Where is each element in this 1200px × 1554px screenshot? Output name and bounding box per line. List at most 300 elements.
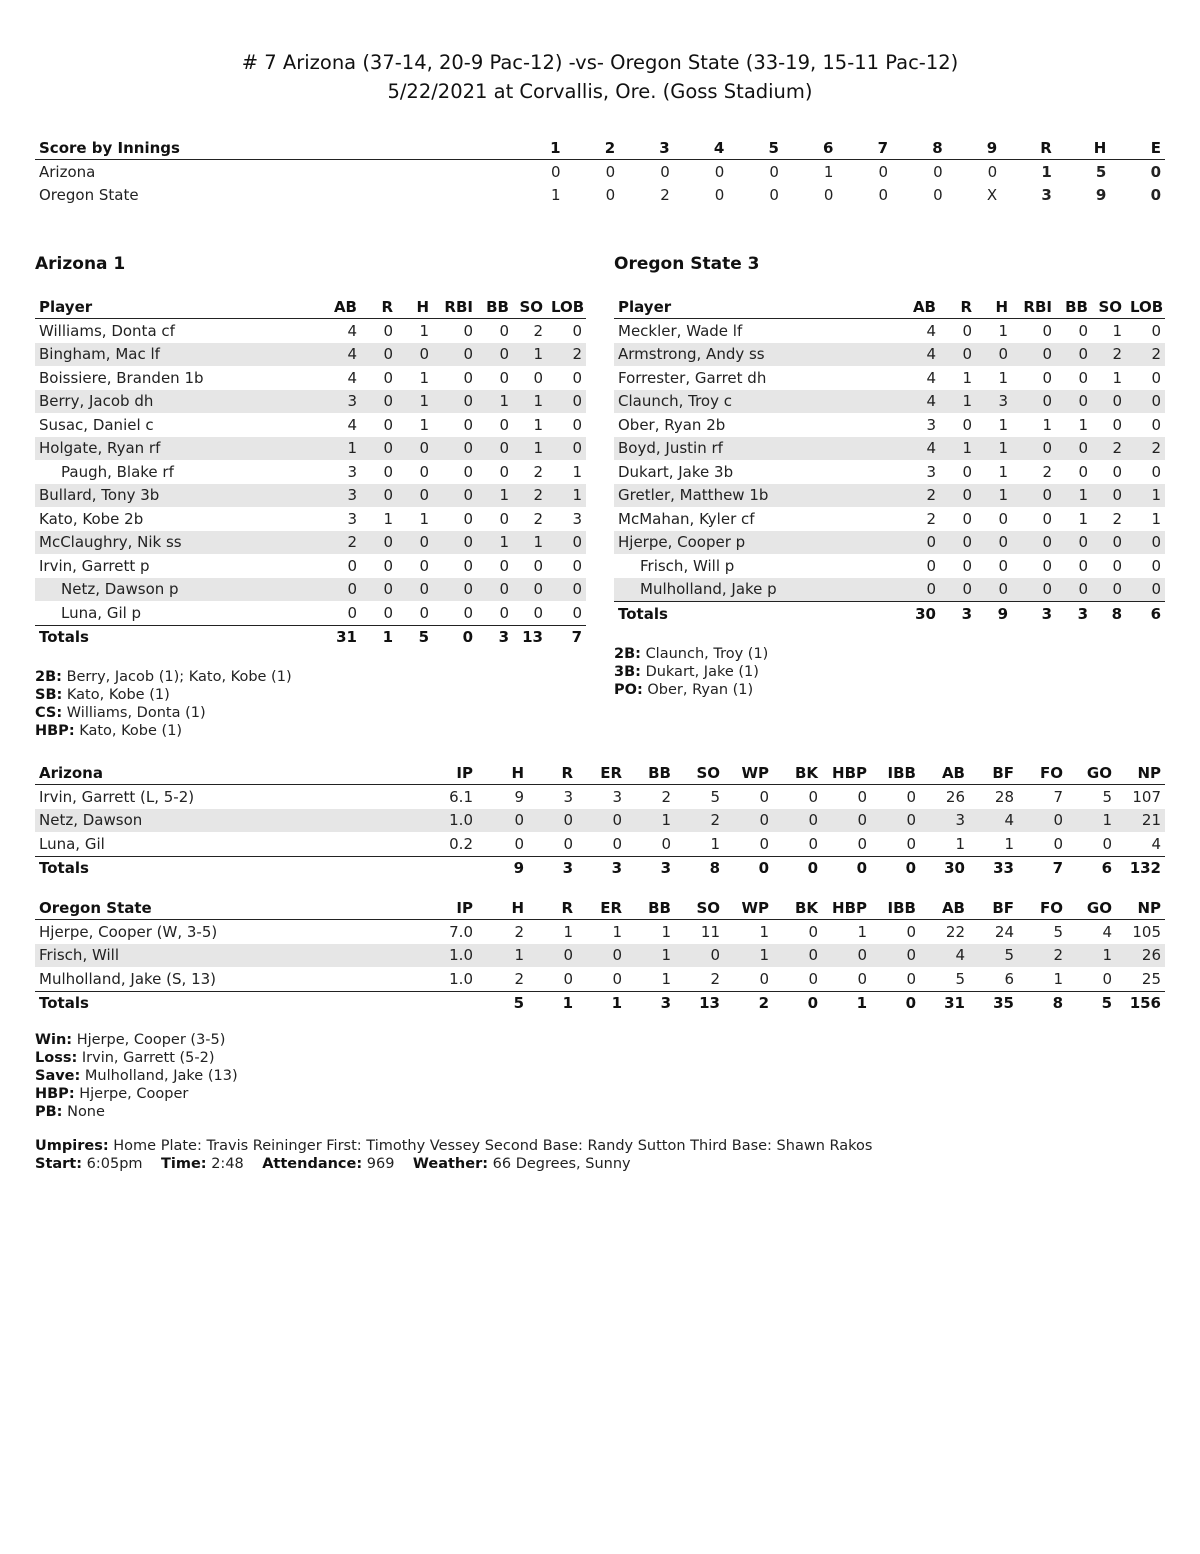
- note-line: [35, 722, 292, 740]
- stat-cell: 0: [1056, 531, 1092, 555]
- table-row: [35, 484, 586, 508]
- inning-score: 2: [660, 186, 670, 205]
- stat-cell: 105: [1132, 922, 1161, 941]
- stat-cell: 1: [976, 437, 1012, 461]
- inning-score: 0: [714, 186, 725, 205]
- stat-cell: 0: [724, 856, 773, 880]
- stat-cell: 1: [661, 969, 671, 988]
- stat-cell: 2: [1126, 437, 1165, 461]
- stat-cell: 0: [397, 437, 433, 461]
- stat-cell: 0: [383, 321, 393, 340]
- stat-cell: 3: [626, 991, 675, 1015]
- stat-cell: 0: [962, 462, 972, 481]
- totals-label: Totals: [35, 625, 327, 649]
- stat-cell: 0: [612, 834, 622, 853]
- stat-cell: 1: [513, 390, 547, 414]
- player-name: Boissiere, Branden 1b: [39, 368, 204, 387]
- stat-cell: 7: [1018, 856, 1067, 880]
- column-header: RBI: [433, 296, 477, 319]
- batting-header: [614, 296, 1165, 319]
- stat-cell: 8: [1018, 991, 1067, 1015]
- stat-cell: 0: [1056, 578, 1092, 602]
- stat-cell: 4: [347, 415, 357, 434]
- stat-cell: 31: [920, 991, 969, 1015]
- stat-cell: 0: [1012, 484, 1056, 508]
- note-line: [35, 1031, 238, 1049]
- table-row: [614, 484, 1165, 508]
- inning-score: 0: [823, 186, 834, 205]
- inning-score: 1: [823, 162, 834, 181]
- stat-cell: 0: [463, 462, 473, 481]
- column-header: IBB: [871, 897, 920, 920]
- stat-cell: 0: [871, 809, 920, 833]
- stat-cell: 0: [1042, 368, 1052, 387]
- stat-cell: 0: [1102, 969, 1112, 988]
- stat-cell: 1: [1112, 368, 1122, 387]
- stat-cell: 5: [955, 969, 965, 988]
- stat-cell: 0: [1042, 556, 1052, 575]
- stat-cell: 1: [661, 922, 671, 941]
- stat-cell: 0: [1012, 343, 1056, 367]
- column-header: NP: [1116, 762, 1165, 785]
- stat-cell: 0: [940, 531, 976, 555]
- stat-cell: 1: [477, 944, 528, 968]
- stat-cell: 1: [528, 991, 577, 1015]
- stat-cell: 107: [1132, 787, 1161, 806]
- stat-cell: 0: [1078, 556, 1088, 575]
- stat-cell: 11: [700, 922, 720, 941]
- note-label: CS:: [35, 705, 63, 721]
- stat-cell: 1: [1056, 484, 1092, 508]
- stat-cell: 0: [1056, 343, 1092, 367]
- stat-cell: 0: [773, 944, 822, 968]
- stat-cell: 0: [533, 603, 543, 622]
- note-label: Loss:: [35, 1050, 78, 1066]
- inning-header: 9: [947, 137, 1002, 160]
- player-name: Bullard, Tony 3b: [35, 484, 327, 508]
- stat-cell: 0: [1151, 321, 1161, 340]
- column-header: LOB: [1126, 296, 1165, 319]
- stat-cell: 4: [926, 368, 936, 387]
- stat-cell: 0: [572, 321, 582, 340]
- column-header: GO: [1067, 897, 1116, 920]
- column-header: FO: [1018, 762, 1067, 785]
- stat-cell: 0: [433, 437, 477, 461]
- stat-cell: 3: [577, 856, 626, 880]
- stat-cell: 3: [327, 390, 361, 414]
- stat-cell: 1: [1151, 509, 1161, 528]
- stat-cell: 0: [661, 834, 671, 853]
- stat-cell: 6: [1067, 856, 1116, 880]
- note-line: [35, 1067, 238, 1085]
- column-header: SO: [675, 762, 724, 785]
- player-name: Armstrong, Andy ss: [614, 343, 906, 367]
- team-name: Oregon State: [39, 186, 139, 205]
- stat-cell: 1: [547, 484, 586, 508]
- player-name: Bingham, Mac lf: [35, 343, 327, 367]
- stat-cell: 3: [1012, 602, 1056, 626]
- stat-cell: 0: [463, 509, 473, 528]
- stat-cell: 0: [759, 969, 769, 988]
- player-name: Susac, Daniel c: [39, 415, 154, 434]
- stat-cell: 2: [724, 991, 773, 1015]
- stat-cell: 0: [773, 991, 822, 1015]
- inning-header: 5: [728, 137, 783, 160]
- column-header: R: [940, 296, 976, 319]
- stat-cell: 1: [419, 368, 429, 387]
- arizona-batting-notes: [35, 668, 292, 740]
- team-name: Arizona: [39, 162, 96, 181]
- player-name: McMahan, Kyler cf: [618, 509, 755, 528]
- stat-cell: 1: [822, 991, 871, 1015]
- column-header: WP: [724, 762, 773, 785]
- stat-cell: 0: [871, 856, 920, 880]
- stat-cell: 0: [976, 578, 1012, 602]
- stat-cell: 1: [998, 368, 1008, 387]
- table-row: [35, 343, 586, 367]
- start-time-line: Start: 6:05pm Time: 2:48 Attendance: 969 Weather: 66 Degrees, Sunny: [35, 1156, 631, 1172]
- stat-cell: 3: [572, 509, 582, 528]
- table-row: [35, 413, 586, 437]
- stat-cell: 0: [419, 462, 429, 481]
- stat-cell: 0: [477, 578, 513, 602]
- table-row: [35, 437, 586, 461]
- stat-cell: 2: [514, 969, 524, 988]
- column-header: AB: [920, 897, 969, 920]
- stat-cell: 1: [998, 321, 1008, 340]
- stat-cell: 0: [1102, 834, 1112, 853]
- stat-cell: 1: [976, 484, 1012, 508]
- arizona-batting-table: [35, 296, 586, 649]
- stat-cell: 5: [477, 991, 528, 1015]
- stat-cell: 1: [397, 390, 433, 414]
- note-label: PO:: [614, 682, 643, 698]
- player-name: Berry, Jacob dh: [35, 390, 327, 414]
- stat-cell: 0: [572, 368, 582, 387]
- totals-label: Totals: [35, 856, 385, 880]
- table-row: [35, 460, 586, 484]
- stat-cell: 0: [808, 969, 818, 988]
- stat-cell: 2: [533, 462, 543, 481]
- stat-cell: 3: [327, 484, 361, 508]
- column-header: SO: [675, 897, 724, 920]
- stat-cell: 7: [547, 625, 586, 649]
- player-name: Hjerpe, Cooper p: [614, 531, 906, 555]
- stat-cell: 0: [1126, 578, 1165, 602]
- stat-cell: 1: [724, 944, 773, 968]
- inning-score: 0: [605, 162, 616, 181]
- stat-cell: 0: [383, 415, 393, 434]
- stat-cell: 2: [1092, 343, 1126, 367]
- stat-cell: 4: [969, 809, 1018, 833]
- stat-cell: 0: [773, 809, 822, 833]
- stat-cell: 5: [1102, 787, 1112, 806]
- note-text: Ober, Ryan (1): [647, 682, 754, 698]
- stat-cell: 0: [926, 556, 936, 575]
- note-line: [614, 663, 768, 681]
- stat-cell: 1: [477, 531, 513, 555]
- stat-cell: 2: [533, 321, 543, 340]
- stat-cell: 9: [976, 602, 1012, 626]
- totals-label: Totals: [614, 602, 906, 626]
- stat-cell: 6: [1126, 602, 1165, 626]
- stat-cell: 2: [1126, 343, 1165, 367]
- table-row: [614, 319, 1165, 343]
- pitching-header: [35, 762, 1165, 785]
- stat-cell: 1: [1067, 944, 1116, 968]
- column-header: IBB: [871, 762, 920, 785]
- stat-cell: 0: [808, 787, 818, 806]
- stat-cell: 4: [327, 343, 361, 367]
- stat-cell: 0: [1151, 415, 1161, 434]
- stat-cell: 5: [969, 944, 1018, 968]
- stat-cell: 2: [514, 922, 524, 941]
- note-text: Hjerpe, Cooper: [79, 1086, 189, 1102]
- stat-cell: 0: [857, 969, 867, 988]
- stat-cell: 1: [361, 625, 397, 649]
- stat-cell: 0: [675, 944, 724, 968]
- note-line: [35, 1103, 238, 1121]
- stat-cell: 1: [857, 922, 867, 941]
- table-row: [614, 531, 1165, 555]
- stat-cell: 5: [1053, 922, 1063, 941]
- stat-cell: 0: [808, 922, 818, 941]
- stat-cell: 2: [906, 484, 940, 508]
- stat-cell: 3: [626, 856, 675, 880]
- table-row: [614, 578, 1165, 602]
- stat-cell: 0: [1012, 437, 1056, 461]
- stat-cell: 0: [822, 856, 871, 880]
- stat-cell: 0: [871, 944, 920, 968]
- column-header: GO: [1067, 762, 1116, 785]
- stat-cell: 0: [499, 509, 509, 528]
- stat-cell: 24: [994, 922, 1014, 941]
- table-row: [35, 601, 586, 625]
- stat-cell: 0: [433, 578, 477, 602]
- stat-cell: 2: [1112, 509, 1122, 528]
- note-line: [35, 704, 292, 722]
- table-row: [614, 413, 1165, 437]
- inning-header: 2: [565, 137, 620, 160]
- table-row: [35, 809, 1165, 833]
- stat-cell: 7.0: [449, 922, 473, 941]
- player-name: Ober, Ryan 2b: [618, 415, 726, 434]
- stat-cell: 9: [514, 787, 524, 806]
- inning-score: 0: [878, 162, 889, 181]
- stat-cell: 35: [969, 991, 1018, 1015]
- pitcher-name: Netz, Dawson: [35, 809, 385, 833]
- table-row: [35, 785, 1165, 809]
- stat-cell: 3: [926, 462, 936, 481]
- column-header: SO: [513, 296, 547, 319]
- table-row: [614, 390, 1165, 414]
- stat-cell: 0: [419, 556, 429, 575]
- column-header: H: [397, 296, 433, 319]
- column-header: BB: [626, 897, 675, 920]
- stat-cell: 1: [1078, 509, 1088, 528]
- table-row: [35, 920, 1165, 944]
- note-line: [35, 686, 292, 704]
- player-name: Frisch, Will p: [640, 556, 735, 575]
- note-label: 3B:: [614, 664, 641, 680]
- stat-cell: 0: [976, 343, 1012, 367]
- stat-cell: 0: [1126, 531, 1165, 555]
- stat-cell: 0: [906, 969, 916, 988]
- stat-cell: 2: [1018, 944, 1067, 968]
- linescore-table: [35, 137, 1165, 207]
- inning-score: X: [986, 186, 998, 205]
- stat-cell: 6: [1004, 969, 1014, 988]
- column-header: BK: [773, 762, 822, 785]
- inning-score: 0: [660, 162, 670, 181]
- inning-header: H: [1056, 137, 1111, 160]
- note-label: 2B:: [614, 646, 641, 662]
- table-row: [614, 437, 1165, 461]
- stat-cell: 3: [347, 462, 357, 481]
- pitching-header: [35, 897, 1165, 920]
- inning-header: 7: [837, 137, 892, 160]
- stat-cell: 0: [1126, 390, 1165, 414]
- inning-header: E: [1110, 137, 1165, 160]
- column-header: RBI: [1012, 296, 1056, 319]
- column-header: R: [361, 296, 397, 319]
- stat-cell: 0: [906, 922, 916, 941]
- stat-cell: 5: [397, 625, 433, 649]
- stat-cell: 0: [1112, 556, 1122, 575]
- stat-cell: 0: [463, 321, 473, 340]
- stat-cell: 9: [477, 856, 528, 880]
- stat-cell: 0: [962, 556, 972, 575]
- stat-cell: 6.1: [449, 787, 473, 806]
- note-label: Save:: [35, 1068, 81, 1084]
- stat-cell: 3: [347, 509, 357, 528]
- stat-cell: 0: [533, 556, 543, 575]
- column-header: BF: [969, 897, 1018, 920]
- stat-cell: 0: [1092, 578, 1126, 602]
- stat-cell: 30: [920, 856, 969, 880]
- totals-row: [35, 625, 586, 649]
- note-label: PB:: [35, 1104, 63, 1120]
- stat-cell: 0: [976, 531, 1012, 555]
- stat-cell: 2: [327, 531, 361, 555]
- table-row: [35, 967, 1165, 991]
- inning-score: 0: [551, 162, 561, 181]
- table-row: [35, 390, 586, 414]
- arizona-pitching-table: [35, 762, 1165, 880]
- stat-cell: 0: [433, 390, 477, 414]
- stat-cell: 0: [1092, 390, 1126, 414]
- stat-cell: 0: [383, 556, 393, 575]
- stat-cell: 1: [998, 462, 1008, 481]
- stat-cell: 4: [920, 944, 969, 968]
- pitcher-name: Frisch, Will: [35, 944, 385, 968]
- stat-cell: 0: [547, 390, 586, 414]
- stat-cell: 2: [926, 509, 936, 528]
- pitching-decisions: [35, 1031, 238, 1121]
- player-name: Holgate, Ryan rf: [35, 437, 327, 461]
- stat-cell: 0: [1078, 321, 1088, 340]
- stat-cell: 1: [626, 944, 675, 968]
- column-header: R: [528, 762, 577, 785]
- stat-cell: 0: [397, 531, 433, 555]
- stat-cell: 3: [528, 856, 577, 880]
- stat-cell: 2: [661, 787, 671, 806]
- stat-cell: 0: [499, 321, 509, 340]
- column-header: HBP: [822, 762, 871, 785]
- table-row: [35, 531, 586, 555]
- arizona-batting-title: Arizona 1: [35, 254, 126, 274]
- stat-cell: 1: [533, 415, 543, 434]
- hits-total: 5: [1095, 162, 1107, 181]
- player-name: McClaughry, Nik ss: [35, 531, 327, 555]
- stat-cell: 1: [1004, 834, 1014, 853]
- runs-total: 1: [1041, 162, 1052, 181]
- pitcher-name: Irvin, Garrett (L, 5-2): [39, 787, 195, 806]
- stat-cell: 1: [1067, 809, 1116, 833]
- stat-cell: 0: [383, 603, 393, 622]
- stat-cell: 0: [1112, 462, 1122, 481]
- stat-cell: 0: [397, 343, 433, 367]
- stat-cell: 0: [962, 415, 972, 434]
- stat-cell: 5: [710, 787, 720, 806]
- stat-cell: 0: [940, 484, 976, 508]
- inning-header: 6: [783, 137, 838, 160]
- stat-cell: 0: [1012, 390, 1056, 414]
- note-line: [614, 681, 768, 699]
- column-header: FO: [1018, 897, 1067, 920]
- stat-cell: 0: [1151, 462, 1161, 481]
- stat-cell: 1: [955, 834, 965, 853]
- oregon-batting-notes: [614, 645, 768, 699]
- stat-cell: 1.0: [449, 969, 473, 988]
- note-label: Win:: [35, 1032, 73, 1048]
- stat-cell: 0: [808, 834, 818, 853]
- stat-cell: 3: [612, 787, 622, 806]
- note-text: Irvin, Garrett (5-2): [81, 1050, 215, 1066]
- stat-cell: 0: [871, 991, 920, 1015]
- stat-cell: 2: [710, 969, 720, 988]
- player-name: Mulholland, Jake p: [614, 578, 906, 602]
- stat-cell: 25: [1141, 969, 1161, 988]
- stat-cell: 13: [513, 625, 547, 649]
- stat-cell: 0: [822, 809, 871, 833]
- stat-cell: 0: [347, 603, 357, 622]
- stat-cell: 1: [998, 415, 1008, 434]
- stat-cell: 1: [513, 343, 547, 367]
- stat-cell: 0: [383, 462, 393, 481]
- note-text: Williams, Donta (1): [66, 705, 206, 721]
- table-row: [614, 507, 1165, 531]
- stat-cell: 0: [463, 368, 473, 387]
- linescore-label: Score by Innings: [35, 137, 510, 160]
- stat-cell: 0: [998, 556, 1008, 575]
- stat-cell: 0: [477, 343, 513, 367]
- stat-cell: 0: [759, 787, 769, 806]
- oregon-pitching-table: [35, 897, 1165, 1015]
- stat-cell: 26: [1116, 944, 1165, 968]
- stat-cell: 0: [759, 834, 769, 853]
- table-row: [35, 366, 586, 390]
- stat-cell: 0: [572, 603, 582, 622]
- stat-cell: 30: [906, 602, 940, 626]
- column-header: H: [477, 897, 528, 920]
- inning-score: 0: [769, 162, 779, 181]
- player-name: Netz, Dawson p: [35, 578, 327, 602]
- stat-cell: 3: [926, 415, 936, 434]
- column-header: LOB: [547, 296, 586, 319]
- stat-cell: 0: [612, 969, 622, 988]
- stat-cell: 0: [528, 944, 577, 968]
